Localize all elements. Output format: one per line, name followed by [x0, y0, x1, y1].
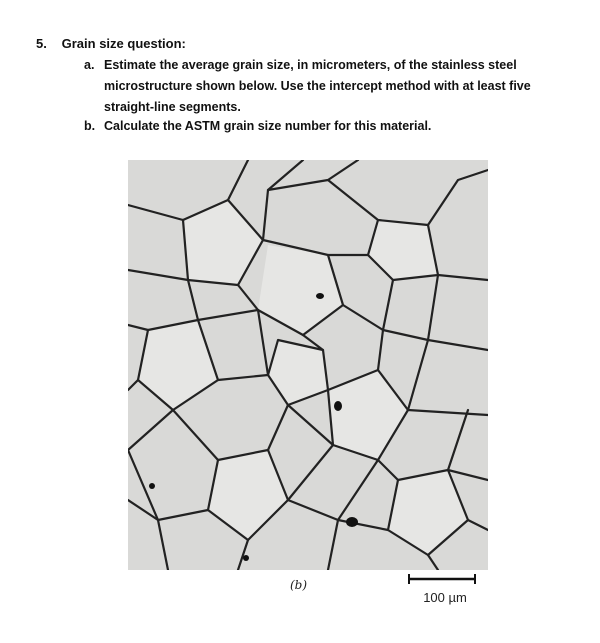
figure-caption: (b) [290, 578, 308, 592]
question-title: Grain size question: [61, 36, 186, 51]
part-text: Calculate the ASTM grain size number for this material. [104, 119, 432, 133]
question-part-b [84, 116, 574, 137]
scale-bar [408, 574, 476, 584]
part-label: b. [84, 119, 96, 133]
part-text: Estimate the average grain size, in micrometers, of the stainless steel microstructure shown below. Use the intercept method with at least five straight-line segments. [104, 58, 531, 114]
scale-label: 100 µm [423, 590, 467, 605]
part-label: a. [84, 58, 95, 72]
question-number: 5. [36, 36, 47, 51]
question-part-a [84, 55, 574, 118]
microstructure-image [128, 160, 488, 570]
question-heading [36, 36, 186, 51]
